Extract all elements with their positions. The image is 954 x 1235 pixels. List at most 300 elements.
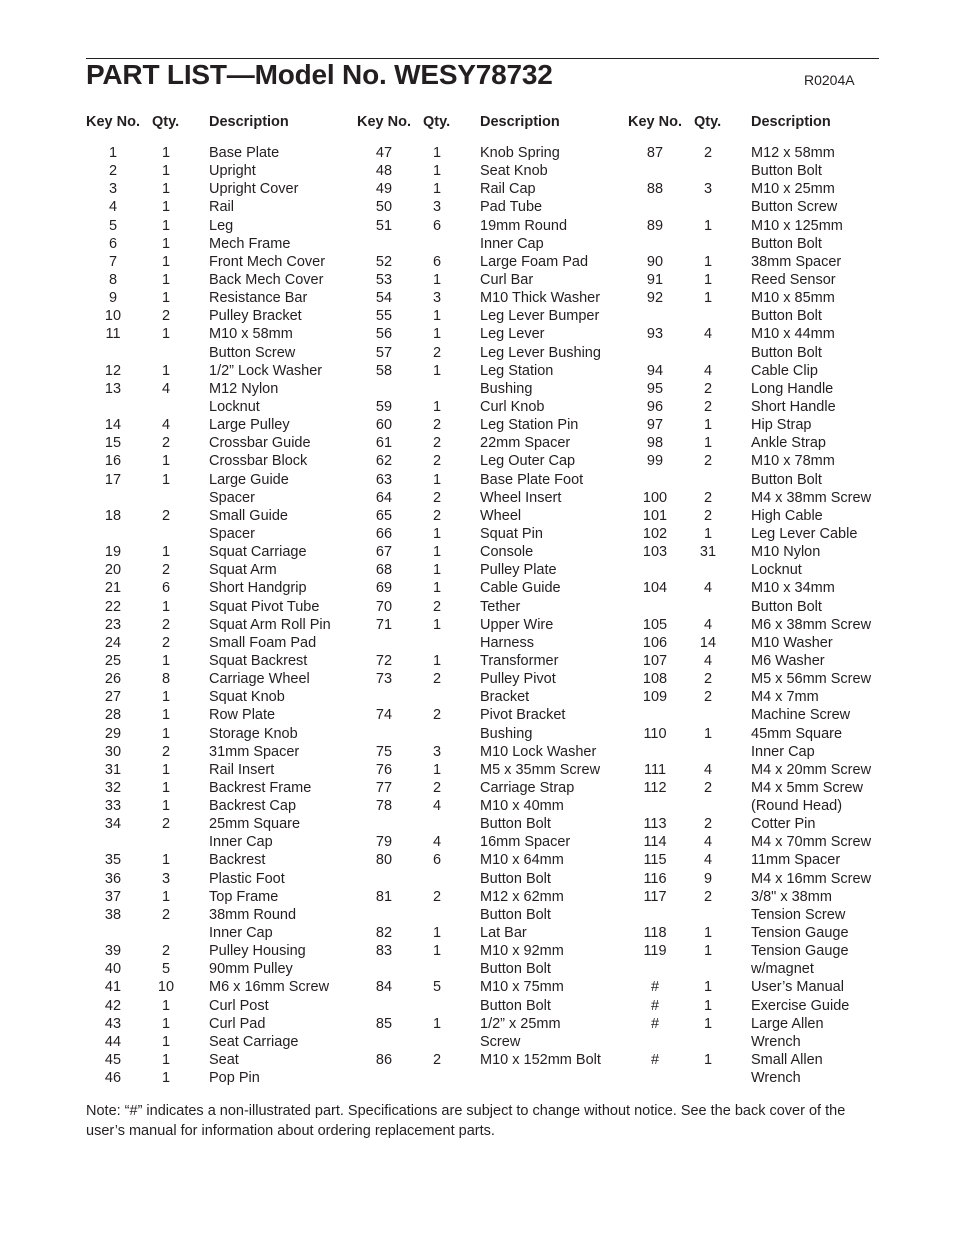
description: Harness <box>480 634 534 651</box>
key-number: 42 <box>104 997 122 1014</box>
quantity: 1 <box>432 761 442 778</box>
description: Large Foam Pad <box>480 253 589 270</box>
key-number: 65 <box>375 507 393 524</box>
description: Inner Cap <box>480 235 544 252</box>
quantity: 1 <box>161 798 171 815</box>
quantity: 1 <box>432 525 442 542</box>
key-number: 106 <box>642 634 668 651</box>
quantity: 2 <box>161 943 171 960</box>
key-number: 102 <box>642 525 668 542</box>
description: 19mm Round <box>480 217 568 234</box>
quantity: 4 <box>703 616 713 633</box>
description: Squat Carriage <box>209 544 307 561</box>
key-number: 32 <box>104 779 122 796</box>
quantity: 1 <box>432 362 442 379</box>
key-number: 25 <box>104 652 122 669</box>
desc-header: Description <box>751 114 831 130</box>
key-number: 97 <box>646 417 664 434</box>
description: M10 x 34mm <box>751 580 835 597</box>
description: M10 x 25mm <box>751 181 835 198</box>
key-number: 60 <box>375 417 393 434</box>
description: Leg Station Pin <box>480 417 579 434</box>
quantity: 1 <box>703 525 713 542</box>
quantity: 5 <box>161 961 171 978</box>
key-number: 11 <box>105 326 121 343</box>
description: M10 Nylon <box>751 544 821 561</box>
key-number: 67 <box>375 544 393 561</box>
description: Pulley Bracket <box>209 308 302 325</box>
key-number: 12 <box>104 362 122 379</box>
key-number: 41 <box>104 979 122 996</box>
key-number: 43 <box>104 1015 122 1032</box>
description: Button Bolt <box>751 235 822 252</box>
description: Plastic Foot <box>209 870 285 887</box>
description: 11mm Spacer <box>751 852 841 869</box>
quantity: 3 <box>432 199 442 216</box>
quantity: 2 <box>432 598 442 615</box>
description: High Cable <box>751 507 823 524</box>
description: Back Mech Cover <box>209 271 324 288</box>
description: Button Bolt <box>751 344 822 361</box>
key-number: 1 <box>108 145 118 161</box>
key-number: 2 <box>108 163 118 180</box>
quantity: 14 <box>699 634 717 651</box>
description: Short Handgrip <box>209 580 307 597</box>
quantity: 1 <box>703 997 713 1014</box>
quantity: 1 <box>432 471 442 488</box>
quantity: 1 <box>432 308 442 325</box>
description: 22mm Spacer <box>480 435 571 452</box>
key-number: 23 <box>104 616 122 633</box>
quantity: 2 <box>703 779 713 796</box>
description: Crossbar Block <box>209 453 308 470</box>
description: Curl Bar <box>480 271 534 288</box>
description: 3/8" x 38mm <box>751 888 832 905</box>
quantity: 1 <box>432 544 442 561</box>
description: Tension Screw <box>751 906 846 923</box>
quantity: 2 <box>703 380 713 397</box>
key-number: 68 <box>375 562 393 579</box>
key-number: 53 <box>375 271 393 288</box>
key-number: 90 <box>646 253 664 270</box>
key-number: 40 <box>104 961 122 978</box>
description: M10 x 58mm <box>209 326 293 343</box>
key-number: 61 <box>375 435 393 452</box>
quantity: 4 <box>703 852 713 869</box>
description: Seat Knob <box>480 163 548 180</box>
description: Cable Guide <box>480 580 561 597</box>
description: M5 x 35mm Screw <box>480 761 601 778</box>
desc-header: Description <box>209 114 289 130</box>
description: Tether <box>480 598 521 615</box>
quantity: 1 <box>703 1052 713 1069</box>
quantity: 1 <box>161 1070 171 1087</box>
key-number: 76 <box>375 761 393 778</box>
description: Leg Lever Bumper <box>480 308 600 325</box>
key-number: 13 <box>104 380 122 397</box>
description: Carriage Strap <box>480 779 575 796</box>
description: Backrest <box>209 852 266 869</box>
key-number: 88 <box>646 181 664 198</box>
quantity: 9 <box>703 870 713 887</box>
qty-header: Qty. <box>694 114 722 130</box>
quantity: 2 <box>432 888 442 905</box>
description: Long Handle <box>751 380 834 397</box>
description: 1/2” Lock Washer <box>209 362 323 379</box>
description: Small Allen <box>751 1052 823 1069</box>
description: Small Foam Pad <box>209 634 317 651</box>
key-number: 85 <box>375 1015 393 1032</box>
quantity: 3 <box>432 743 442 760</box>
key-number: 34 <box>104 816 122 833</box>
key-number: 45 <box>104 1052 122 1069</box>
quantity: 1 <box>432 616 442 633</box>
description: Rail Insert <box>209 761 275 778</box>
quantity: 1 <box>161 997 171 1014</box>
key-number: 4 <box>108 199 118 216</box>
key-number: 112 <box>643 779 667 796</box>
quantity: 2 <box>703 816 713 833</box>
key-number: 57 <box>375 344 393 361</box>
description: Pivot Bracket <box>480 707 566 724</box>
key-number: 80 <box>375 852 393 869</box>
quantity: 2 <box>703 489 713 506</box>
quantity: 1 <box>161 1015 171 1032</box>
key-number: 28 <box>104 707 122 724</box>
quantity: 1 <box>161 1052 171 1069</box>
key-number: 115 <box>643 852 667 869</box>
description: Screw <box>480 1033 521 1050</box>
quantity: 1 <box>432 163 442 180</box>
page-title: PART LIST—Model No. WESY78732 <box>86 59 553 90</box>
quantity: 2 <box>161 435 171 452</box>
description: M10 Washer <box>751 634 833 651</box>
description: M10 x 85mm <box>751 290 835 307</box>
key-number: 51 <box>375 217 393 234</box>
quantity: 2 <box>703 888 713 905</box>
description: Leg Outer Cap <box>480 453 576 470</box>
quantity: 1 <box>432 562 442 579</box>
description: M6 x 38mm Screw <box>751 616 872 633</box>
key-number: 75 <box>375 743 393 760</box>
key-number: 119 <box>643 943 667 960</box>
description: Button Bolt <box>480 906 551 923</box>
description: Tension Gauge <box>751 925 849 942</box>
key-number: 87 <box>646 145 664 161</box>
key-number: 118 <box>643 925 667 942</box>
quantity: 1 <box>432 398 442 415</box>
description: 1/2” x 25mm <box>480 1015 561 1032</box>
description: Button Bolt <box>751 163 822 180</box>
key-number: 46 <box>104 1070 122 1087</box>
key-number: 91 <box>646 271 664 288</box>
key-number: 24 <box>104 634 122 651</box>
quantity: 1 <box>161 253 171 270</box>
description: Seat <box>209 1052 239 1069</box>
quantity: 1 <box>432 145 442 161</box>
quantity: 4 <box>703 362 713 379</box>
description: Leg Lever Bushing <box>480 344 601 361</box>
key-header: Key No. <box>86 114 140 130</box>
key-number: 31 <box>104 761 122 778</box>
description: Carriage Wheel <box>209 671 310 688</box>
quantity: 1 <box>161 199 171 216</box>
description: Button Bolt <box>480 997 551 1014</box>
key-number: 103 <box>642 544 668 561</box>
key-number: # <box>650 1015 660 1032</box>
quantity: 1 <box>432 181 442 198</box>
key-number: 109 <box>642 689 668 706</box>
description: Squat Knob <box>209 689 285 706</box>
quantity: 1 <box>161 689 171 706</box>
description: M12 x 58mm <box>751 145 835 161</box>
key-number: 55 <box>375 308 393 325</box>
key-number: 66 <box>375 525 393 542</box>
quantity: 1 <box>161 145 171 161</box>
quantity: 1 <box>432 580 442 597</box>
description: Storage Knob <box>209 725 298 742</box>
description: Cable Clip <box>751 362 818 379</box>
key-number: 54 <box>375 290 393 307</box>
key-number: 101 <box>642 507 668 524</box>
key-number: 19 <box>104 544 122 561</box>
quantity: 3 <box>703 181 713 198</box>
description: Squat Backrest <box>209 652 308 669</box>
description: Upper Wire <box>480 616 554 633</box>
description: Wheel Insert <box>480 489 562 506</box>
quantity: 4 <box>703 834 713 851</box>
key-number: 100 <box>642 489 668 506</box>
description: Front Mech Cover <box>209 253 326 270</box>
key-number: 17 <box>104 471 122 488</box>
description: M5 x 56mm Screw <box>751 671 872 688</box>
key-number: 82 <box>375 925 393 942</box>
quantity: 2 <box>161 634 171 651</box>
description: Hip Strap <box>751 417 812 434</box>
quantity: 2 <box>432 417 442 434</box>
key-number: 95 <box>646 380 664 397</box>
description: Button Screw <box>751 199 838 216</box>
quantity: 1 <box>432 925 442 942</box>
quantity: 1 <box>161 471 171 488</box>
quantity: 4 <box>161 417 171 434</box>
description: Rail <box>209 199 234 216</box>
quantity: 2 <box>432 489 442 506</box>
key-number: 111 <box>643 761 667 778</box>
key-number: 70 <box>375 598 393 615</box>
quantity: 2 <box>432 344 442 361</box>
description: M12 x 62mm <box>480 888 564 905</box>
description: Large Pulley <box>209 417 290 434</box>
description: Pad Tube <box>480 199 543 216</box>
description: M12 Nylon <box>209 380 279 397</box>
description: Ankle Strap <box>751 435 826 452</box>
key-number: 93 <box>646 326 664 343</box>
key-number: 10 <box>104 308 122 325</box>
description: Squat Arm <box>209 562 277 579</box>
key-number: 14 <box>104 417 122 434</box>
key-number: 6 <box>108 235 118 252</box>
quantity: 2 <box>161 308 171 325</box>
description: Transformer <box>480 652 559 669</box>
description: Button Bolt <box>751 598 822 615</box>
quantity: 1 <box>161 235 171 252</box>
key-number: 35 <box>104 852 122 869</box>
key-number: 77 <box>375 779 393 796</box>
description: Machine Screw <box>751 707 851 724</box>
description: M4 x 16mm Screw <box>751 870 872 887</box>
description: Top Frame <box>209 888 279 905</box>
key-number: 8 <box>108 271 118 288</box>
quantity: 1 <box>703 925 713 942</box>
description: Resistance Bar <box>209 290 308 307</box>
description: Small Guide <box>209 507 288 524</box>
quantity: 10 <box>157 979 175 996</box>
key-number: 3 <box>108 181 118 198</box>
description: M10 x 78mm <box>751 453 835 470</box>
key-number: 105 <box>642 616 668 633</box>
key-number: 63 <box>375 471 393 488</box>
key-number: 16 <box>104 453 122 470</box>
description: (Round Head) <box>751 798 843 815</box>
quantity: 1 <box>161 779 171 796</box>
description: M10 x 92mm <box>480 943 564 960</box>
description: Leg Lever <box>480 326 545 343</box>
key-number: 56 <box>375 326 393 343</box>
key-number: 114 <box>643 834 667 851</box>
desc-header: Description <box>480 114 560 130</box>
quantity: 1 <box>703 435 713 452</box>
key-number: 33 <box>104 798 122 815</box>
quantity: 4 <box>703 761 713 778</box>
description: 90mm Pulley <box>209 961 293 978</box>
description: 16mm Spacer <box>480 834 571 851</box>
description: Backrest Cap <box>209 798 297 815</box>
description: Squat Pin <box>480 525 543 542</box>
key-number: 39 <box>104 943 122 960</box>
quantity: 31 <box>699 544 717 561</box>
key-number: 15 <box>104 435 122 452</box>
description: M4 x 38mm Screw <box>751 489 872 506</box>
quantity: 1 <box>432 652 442 669</box>
quantity: 2 <box>703 689 713 706</box>
key-number: 48 <box>375 163 393 180</box>
key-number: 47 <box>375 145 393 161</box>
key-number: 36 <box>104 870 122 887</box>
description: 25mm Square <box>209 816 301 833</box>
quantity: 1 <box>161 707 171 724</box>
key-number: # <box>650 1052 660 1069</box>
quantity: 2 <box>161 616 171 633</box>
quantity: 2 <box>161 507 171 524</box>
quantity: 1 <box>161 1033 171 1050</box>
quantity: 1 <box>161 271 171 288</box>
key-number: 29 <box>104 725 122 742</box>
qty-header: Qty. <box>423 114 451 130</box>
quantity: 4 <box>703 652 713 669</box>
description: Button Bolt <box>751 308 822 325</box>
key-number: 38 <box>104 906 122 923</box>
key-number: 74 <box>375 707 393 724</box>
quantity: 1 <box>161 852 171 869</box>
description: M4 x 5mm Screw <box>751 779 863 796</box>
quantity: 1 <box>161 888 171 905</box>
key-number: 27 <box>104 689 122 706</box>
description: Wrench <box>751 1033 801 1050</box>
key-number: 107 <box>642 652 668 669</box>
description: Leg Station <box>480 362 554 379</box>
description: M4 x 20mm Screw <box>751 761 872 778</box>
key-number: 79 <box>375 834 393 851</box>
quantity: 2 <box>161 562 171 579</box>
description: Base Plate <box>209 145 280 161</box>
description: Leg <box>209 217 234 234</box>
description: Bushing <box>480 380 533 397</box>
quantity: 1 <box>161 290 171 307</box>
key-number: 58 <box>375 362 393 379</box>
key-number: 96 <box>646 398 664 415</box>
quantity: 6 <box>432 852 442 869</box>
quantity: 4 <box>432 834 442 851</box>
description: M10 Thick Washer <box>480 290 601 307</box>
key-number: 30 <box>104 743 122 760</box>
key-number: 72 <box>375 652 393 669</box>
description: M10 x 44mm <box>751 326 835 343</box>
key-number: 83 <box>375 943 393 960</box>
description: M4 x 7mm <box>751 689 819 706</box>
key-number: # <box>650 997 660 1014</box>
description: M4 x 70mm Screw <box>751 834 872 851</box>
description: Bushing <box>480 725 533 742</box>
description: Button Bolt <box>480 870 551 887</box>
key-number: 94 <box>646 362 664 379</box>
quantity: 6 <box>432 253 442 270</box>
description: 38mm Round <box>209 906 297 923</box>
quantity: 1 <box>161 181 171 198</box>
description: Tension Gauge <box>751 943 849 960</box>
description: Curl Pad <box>209 1015 266 1032</box>
key-number: 20 <box>104 562 122 579</box>
key-number: 50 <box>375 199 393 216</box>
key-number: 44 <box>104 1033 122 1050</box>
description: Upright Cover <box>209 181 299 198</box>
quantity: 1 <box>703 271 713 288</box>
key-number: # <box>650 979 660 996</box>
quantity: 1 <box>703 217 713 234</box>
quantity: 1 <box>161 326 171 343</box>
quantity: 1 <box>703 979 713 996</box>
description: User’s Manual <box>751 979 844 996</box>
key-number: 78 <box>375 798 393 815</box>
description: Pulley Housing <box>209 943 306 960</box>
key-number: 113 <box>643 816 667 833</box>
description: Knob Spring <box>480 145 560 161</box>
key-number: 71 <box>375 616 393 633</box>
quantity: 2 <box>432 453 442 470</box>
quantity: 1 <box>432 943 442 960</box>
description: M10 Lock Washer <box>480 743 597 760</box>
quantity: 1 <box>703 943 713 960</box>
quantity: 4 <box>703 326 713 343</box>
description: M6 Washer <box>751 652 825 669</box>
footnote: Note: “#” indicates a non-illustrated part. Specifications are subject to change without notice. See the back cover of the user’s manual for information about ordering replacement parts. <box>86 1103 846 1139</box>
description: Reed Sensor <box>751 271 836 288</box>
description: M10 x 40mm <box>480 798 564 815</box>
description: Large Guide <box>209 471 289 488</box>
quantity: 8 <box>161 671 171 688</box>
quantity: 1 <box>703 1015 713 1032</box>
quantity: 2 <box>703 453 713 470</box>
